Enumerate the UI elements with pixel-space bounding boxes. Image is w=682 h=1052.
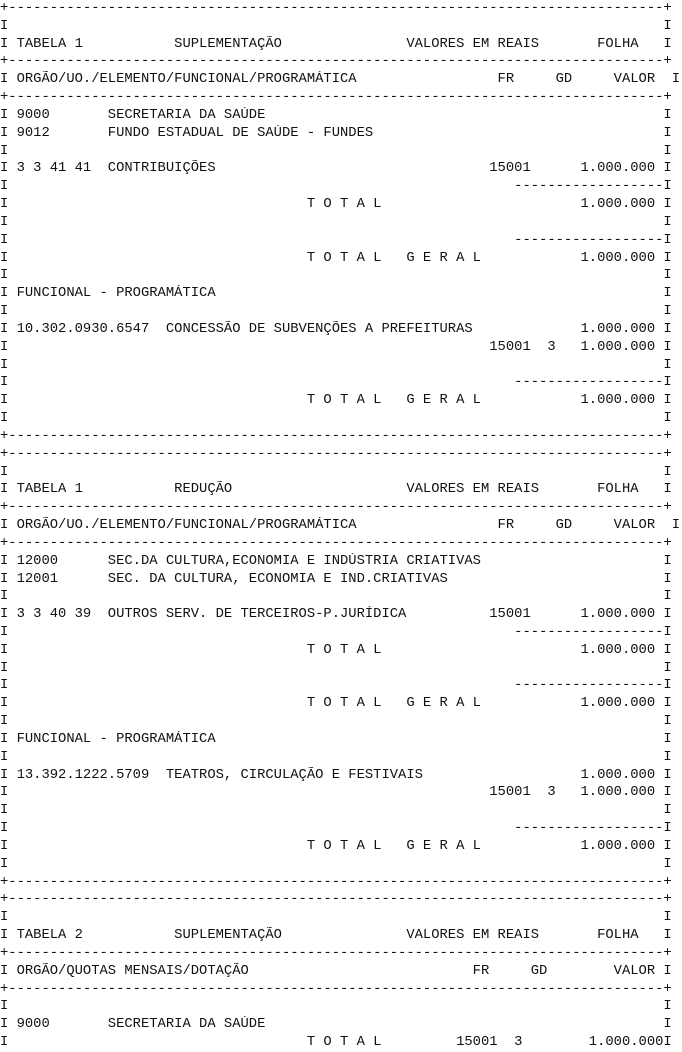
report-line: +-------------------------------------------------------------------------------+: [0, 499, 672, 516]
report-line: I T O T A L G E R A L 1.000.000 I: [0, 695, 672, 712]
report-line: +-------------------------------------------------------------------------------+: [0, 53, 672, 70]
report-line: I 10.302.0930.6547 CONCESSÃO DE SUBVENÇÕES A PREFEITURAS 1.000.000 I: [0, 320, 672, 337]
report-line: I I: [0, 410, 672, 427]
report-line: I ------------------I: [0, 374, 672, 391]
report-line: I ORGÃO/UO./ELEMENTO/FUNCIONAL/PROGRAMÁTICA FR GD VALOR I: [0, 517, 680, 534]
report-line: I T O T A L G E R A L 1.000.000 I: [0, 392, 672, 409]
report-line: I TABELA 2 SUPLEMENTAÇÃO VALORES EM REAIS FOLHA I: [0, 927, 672, 944]
report-line: +-------------------------------------------------------------------------------+: [0, 944, 672, 961]
report-line: I ORGÃO/QUOTAS MENSAIS/DOTAÇÃO FR GD VALOR I: [0, 962, 672, 979]
report-line: I T O T A L G E R A L 1.000.000 I: [0, 249, 672, 266]
report-line: I I: [0, 213, 672, 230]
report-line: +-------------------------------------------------------------------------------+: [0, 445, 672, 462]
report-line: I I: [0, 998, 672, 1015]
report-line: I I: [0, 909, 672, 926]
report-line: I T O T A L 15001 3 1.000.000I: [0, 1034, 672, 1051]
report-line: I I: [0, 855, 672, 872]
report-line: I T O T A L 1.000.000 I: [0, 641, 672, 658]
report-line: I ------------------I: [0, 677, 672, 694]
report-line: I ------------------I: [0, 178, 672, 195]
report-line: I T O T A L G E R A L 1.000.000 I: [0, 837, 672, 854]
report-line: I 3 3 41 41 CONTRIBUIÇÕES 15001 1.000.000 I: [0, 160, 672, 177]
report-line: I 12000 SEC.DA CULTURA,ECONOMIA E INDÚSTRIA CRIATIVAS I: [0, 552, 672, 569]
report-line: I I: [0, 659, 672, 676]
report-line: I I: [0, 142, 672, 159]
report-line: I I: [0, 748, 672, 765]
report-line: I 12001 SEC. DA CULTURA, ECONOMIA E IND.CRIATIVAS I: [0, 570, 672, 587]
report-line: I 3 3 40 39 OUTROS SERV. DE TERCEIROS-P.JURÍDICA 15001 1.000.000 I: [0, 606, 672, 623]
report-line: I I: [0, 267, 672, 284]
report-line: +-------------------------------------------------------------------------------+: [0, 891, 672, 908]
report-line: I ORGÃO/UO./ELEMENTO/FUNCIONAL/PROGRAMÁTICA FR GD VALOR I: [0, 71, 680, 88]
report-line: +-------------------------------------------------------------------------------+: [0, 534, 672, 551]
report-line: I I: [0, 463, 672, 480]
report-line: I T O T A L 1.000.000 I: [0, 196, 672, 213]
report-line: I 9000 SECRETARIA DA SAÚDE I: [0, 1016, 672, 1033]
report-line: I ------------------I: [0, 231, 672, 248]
report-line: I I: [0, 802, 672, 819]
report-line: I ------------------I: [0, 820, 672, 837]
report-line: I I: [0, 356, 672, 373]
report-line: +-------------------------------------------------------------------------------+: [0, 873, 672, 890]
report-line: I ------------------I: [0, 623, 672, 640]
report-line: +-------------------------------------------------------------------------------+: [0, 427, 672, 444]
report-line: I 15001 3 1.000.000 I: [0, 784, 672, 801]
report-line: I 9000 SECRETARIA DA SAÚDE I: [0, 106, 672, 123]
report-line: I 9012 FUNDO ESTADUAL DE SAÚDE - FUNDES I: [0, 124, 672, 141]
report-line: I 15001 3 1.000.000 I: [0, 338, 672, 355]
report-line: I I: [0, 17, 672, 34]
report-line: I 13.392.1222.5709 TEATROS, CIRCULAÇÃO E FESTIVAIS 1.000.000 I: [0, 766, 672, 783]
report-line: I FUNCIONAL - PROGRAMÁTICA I: [0, 285, 672, 302]
report-line: +-------------------------------------------------------------------------------+: [0, 0, 672, 16]
report-line: I I: [0, 588, 672, 605]
report-line: +-------------------------------------------------------------------------------+: [0, 89, 672, 106]
report-line: I FUNCIONAL - PROGRAMÁTICA I: [0, 730, 672, 747]
report-line: +-------------------------------------------------------------------------------+: [0, 980, 672, 997]
report-line: I I: [0, 713, 672, 730]
report-line: I TABELA 1 REDUÇÃO VALORES EM REAIS FOLHA I: [0, 481, 672, 498]
report-line: I TABELA 1 SUPLEMENTAÇÃO VALORES EM REAIS FOLHA I: [0, 35, 672, 52]
report-line: I I: [0, 303, 672, 320]
